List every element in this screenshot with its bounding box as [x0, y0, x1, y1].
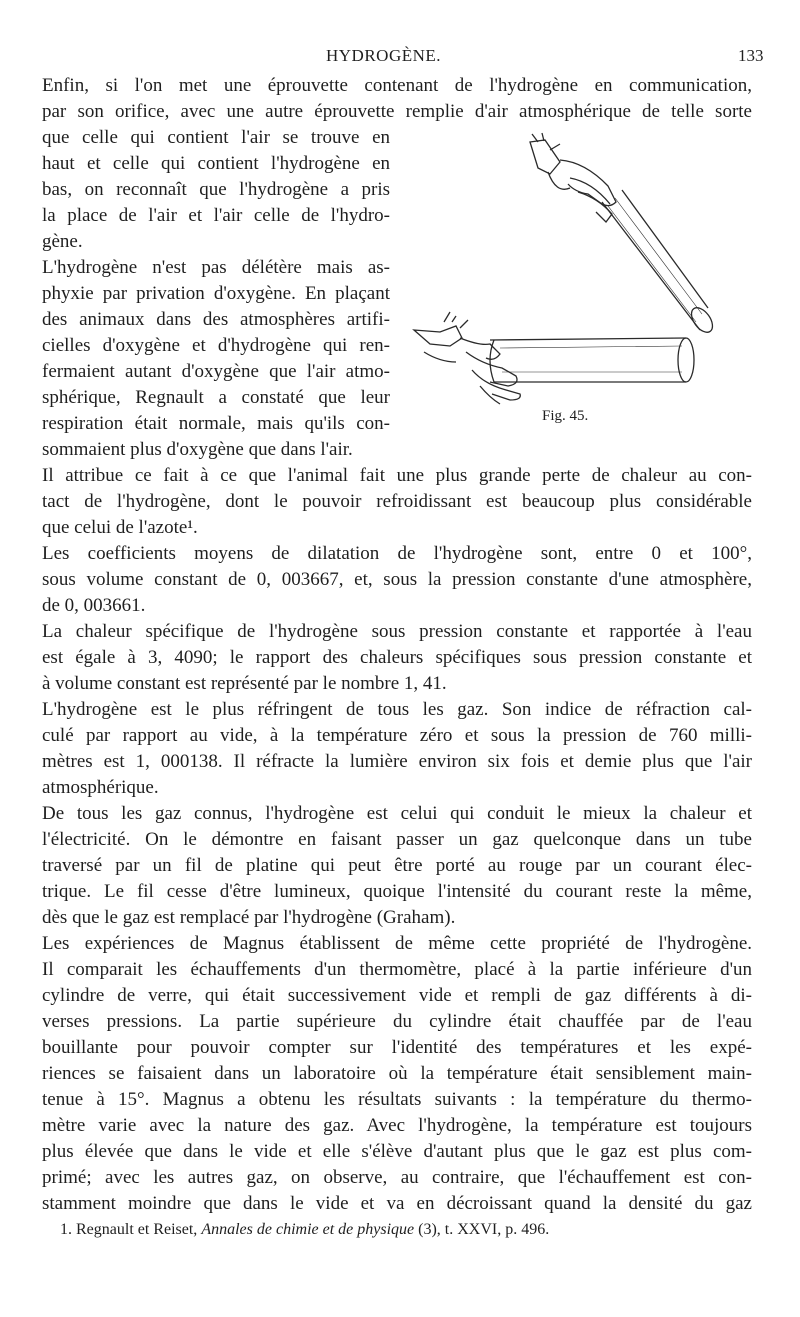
text-line: l'électricité. On le démontre en faisant passer un gaz quelconque dans un tube: [42, 829, 752, 850]
text-line: culé par rapport au vide, à la température zéro et sous la pression de 760 milli-: [42, 725, 752, 746]
text-line: plus élevée que dans le vide et elle s'élève d'autant plus que le gaz est plus com-: [42, 1141, 752, 1162]
text-line: haut et celle qui contient l'hydrogène en: [42, 153, 390, 174]
text-line: atmosphérique.: [42, 777, 159, 798]
text-line: Il attribue ce fait à ce que l'animal fait une plus grande perte de chaleur au con-: [42, 465, 752, 486]
text-line: Les coefficients moyens de dilatation de l'hydrogène sont, entre 0 et 100°,: [42, 543, 752, 564]
text-line: sommaient plus d'oxygène que dans l'air.: [42, 439, 353, 460]
page-number: 133: [738, 46, 764, 65]
footnote-reference: (3), t. XXVI, p. 496.: [418, 1221, 550, 1238]
text-line: stamment moindre que dans le vide et va en décroissant quand la densité du gaz: [42, 1193, 752, 1214]
text-line: sous volume constant de 0, 003667, et, sous la pression constante d'une atmosphère,: [42, 569, 752, 590]
text-line: tact de l'hydrogène, dont le pouvoir refroidissant est beaucoup plus considérable: [42, 491, 752, 512]
text-line: gène.: [42, 231, 83, 252]
lower-hand-illustration: [414, 312, 520, 404]
text-line: L'hydrogène est le plus réfringent de tous les gaz. Son indice de réfraction cal-: [42, 699, 752, 720]
text-line: De tous les gaz connus, l'hydrogène est celui qui conduit le mieux la chaleur et: [42, 803, 752, 824]
text-line: tenue à 15°. Magnus a obtenu les résultats suivants : la température du thermo-: [42, 1089, 752, 1110]
text-line: bouillante pour pouvoir compter sur l'identité des températures et les expé-: [42, 1037, 752, 1058]
text-line: La chaleur spécifique de l'hydrogène sous pression constante et rapportée à l'eau: [42, 621, 752, 642]
inclined-tube: [602, 190, 717, 336]
text-line: des animaux dans des atmosphères artifi-: [42, 309, 390, 330]
text-line: mètres est 1, 000138. Il réfracte la lumière environ six fois et demie plus que l'air: [42, 751, 752, 772]
text-line: Enfin, si l'on met une éprouvette contenant de l'hydrogène en communication,: [42, 75, 752, 96]
text-line: est égale à 3, 4090; le rapport des chaleurs spécifiques sous pression constante et: [42, 647, 752, 668]
text-line: que celle qui contient l'air se trouve en: [42, 127, 390, 148]
text-line: traversé par un fil de platine qui peut être porté au rouge par un courant élec-: [42, 855, 752, 876]
footnote-marker: 1.: [60, 1221, 72, 1238]
footnote: [60, 1222, 549, 1238]
text-line: L'hydrogène n'est pas délétère mais as-: [42, 257, 390, 278]
text-line: verses pressions. La partie supérieure du cylindre était chauffée par de l'eau: [42, 1011, 752, 1032]
figure-caption: Fig. 45.: [542, 408, 589, 424]
text-line: sphérique, Regnault a constaté que leur: [42, 387, 390, 408]
text-line: phyxie par privation d'oxygène. En plaçant: [42, 283, 390, 304]
text-line: par son orifice, avec une autre éprouvette remplie d'air atmosphérique de telle sorte: [42, 101, 752, 122]
figure-45-test-tubes: [410, 132, 720, 422]
text-line: cylindre de verre, qui était successivement vide et rempli de gaz différents à di-: [42, 985, 752, 1006]
text-line: à volume constant est représenté par le nombre 1, 41.: [42, 673, 447, 694]
footnote-authors: Regnault et Reiset,: [76, 1221, 198, 1238]
text-line: Les expériences de Magnus établissent de même cette propriété de l'hydrogène.: [42, 933, 752, 954]
running-header-title: HYDROGÈNE.: [326, 46, 442, 65]
text-line: Il comparait les échauffements d'un thermomètre, placé à la partie inférieure d'un: [42, 959, 752, 980]
text-line: bas, on reconnaît que l'hydrogène a pris: [42, 179, 390, 200]
footnote-journal: Annales de chimie et de physique: [201, 1221, 415, 1238]
text-line: mètre varie avec la nature des gaz. Avec l'hydrogène, la température est toujours: [42, 1115, 752, 1136]
text-line: la place de l'air et l'air celle de l'hydro-: [42, 205, 390, 226]
text-line: cielles d'oxygène et d'hydrogène qui ren-: [42, 335, 390, 356]
upper-hand-illustration: [530, 133, 616, 222]
text-line: dès que le gaz est remplacé par l'hydrogène (Graham).: [42, 907, 456, 928]
text-line: que celui de l'azote¹.: [42, 517, 198, 538]
text-line: respiration était normale, mais qu'ils con-: [42, 413, 390, 434]
text-line: fermaient autant d'oxygène que l'air atmo-: [42, 361, 390, 382]
text-line: riences se faisaient dans un laboratoire où la température était sensiblement main-: [42, 1063, 752, 1084]
text-line: primé; avec les autres gaz, on observe, au contraire, que l'échauffement est con-: [42, 1167, 752, 1188]
text-line: de 0, 003661.: [42, 595, 146, 616]
text-line: trique. Le fil cesse d'être lumineux, quoique l'intensité du courant reste la même,: [42, 881, 752, 902]
horizontal-tube: [490, 338, 694, 382]
